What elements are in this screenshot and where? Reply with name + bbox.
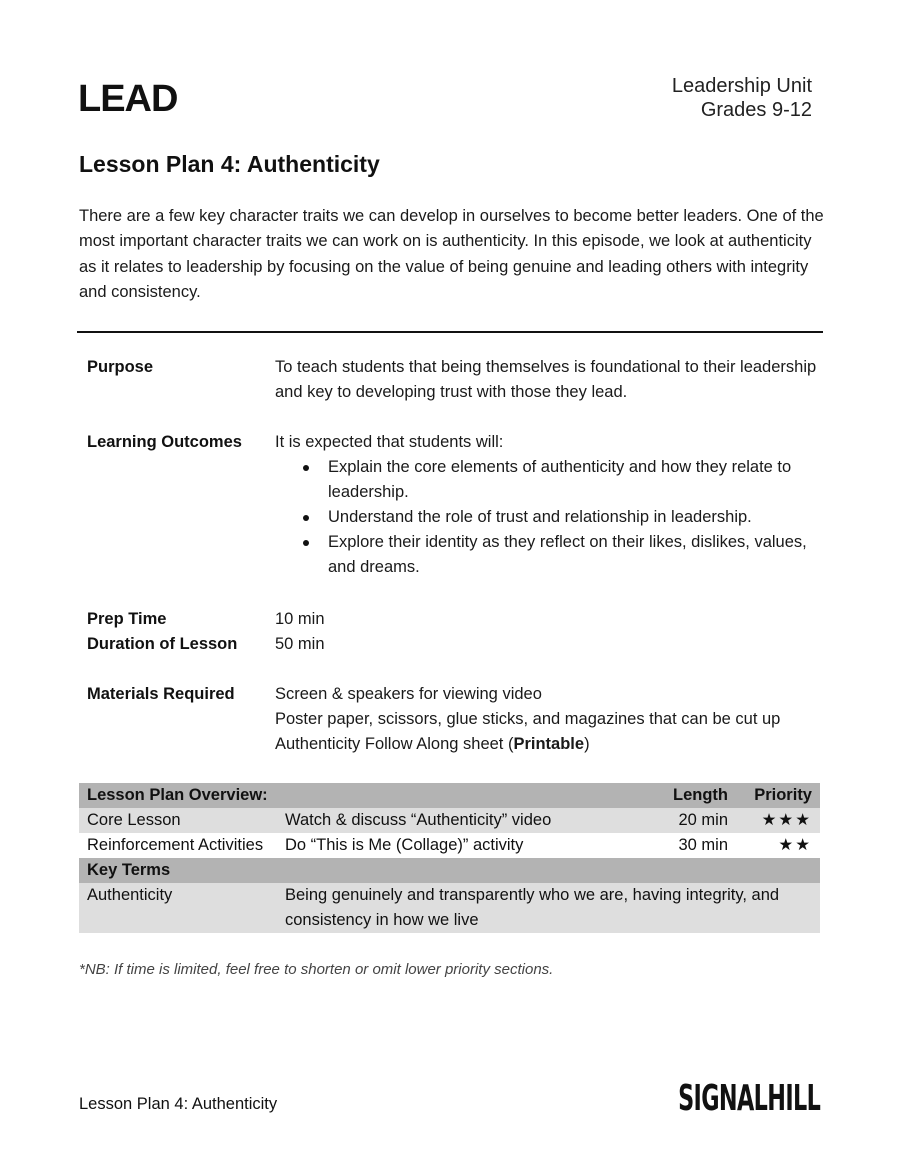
material-item-suffix: ) — [584, 735, 590, 753]
outcome-item: Explore their identity as they reflect on their likes, dislikes, values, and dreams. — [275, 530, 820, 580]
outcomes-label: Learning Outcomes — [87, 433, 242, 451]
row-priority-stars: ★★★ — [761, 811, 812, 829]
row-name: Reinforcement Activities — [87, 836, 264, 854]
material-item: Poster paper, scissors, glue sticks, and magazines that can be cut up — [275, 710, 781, 728]
outcome-item: Understand the role of trust and relationship in leadership. — [275, 505, 820, 530]
overview-header-row — [79, 783, 820, 808]
row-length: 30 min — [678, 836, 728, 854]
outcomes-list — [275, 455, 820, 580]
row-activity: Do “This is Me (Collage)” activity — [285, 836, 524, 854]
material-item — [275, 732, 820, 757]
row-name: Core Lesson — [87, 811, 181, 829]
footer-title: Lesson Plan 4: Authenticity — [79, 1095, 278, 1113]
purpose-label: Purpose — [87, 358, 154, 376]
table-row — [79, 833, 820, 858]
outcome-item: Explain the core elements of authenticity and how they relate to leadership. — [275, 455, 820, 505]
grade-range: Grades 9-12 — [700, 99, 812, 121]
lesson-overview-table — [79, 783, 820, 933]
unit-name: Leadership Unit — [671, 75, 812, 97]
prep-time-label: Prep Time — [87, 610, 167, 628]
duration-label: Duration of Lesson — [87, 635, 238, 653]
materials-label: Materials Required — [87, 685, 235, 703]
printable-label: Printable — [513, 735, 585, 753]
priority-header: Priority — [754, 786, 812, 804]
lesson-intro: There are a few key character traits we can develop in ourselves to become better leaders. One of the most important character traits we can work on is authenticity. In this episode, we look at authenticity as it relates to leadership by focusing on the value of being genuine and leading others with integrity and consistency. — [79, 207, 824, 301]
key-term-definition: Being genuinely and transparently who we are, having integrity, and consistency in how we live — [285, 886, 780, 929]
materials-value — [275, 682, 820, 757]
key-terms-header-row — [79, 858, 820, 883]
key-terms-label: Key Terms — [87, 861, 171, 879]
prep-time-value: 10 min — [275, 610, 325, 628]
section-divider — [77, 331, 823, 333]
outcomes-intro: It is expected that students will: — [275, 433, 504, 451]
row-length: 20 min — [678, 811, 728, 829]
purpose-value: To teach students that being themselves is foundational to their leadership and key to developing trust with those they lead. — [275, 358, 817, 401]
signalhill-logo: SIGNALHILL — [677, 1078, 820, 1119]
row-priority-stars: ★★ — [778, 836, 812, 854]
key-term: Authenticity — [87, 886, 173, 904]
key-term-row — [79, 883, 820, 933]
lesson-title: Lesson Plan 4: Authenticity — [79, 151, 380, 177]
length-header: Length — [673, 786, 728, 804]
material-item: Screen & speakers for viewing video — [275, 685, 542, 703]
table-row — [79, 808, 820, 833]
priority-note: *NB: If time is limited, feel free to shorten or omit lower priority sections. — [79, 961, 554, 978]
duration-value: 50 min — [275, 635, 325, 653]
lead-logo: LEAD — [78, 78, 178, 120]
outcomes-value — [275, 430, 820, 580]
material-item-text: Authenticity Follow Along sheet ( — [275, 735, 514, 753]
row-activity: Watch & discuss “Authenticity” video — [285, 811, 552, 829]
unit-info — [672, 74, 812, 122]
overview-header-label: Lesson Plan Overview: — [87, 786, 268, 804]
